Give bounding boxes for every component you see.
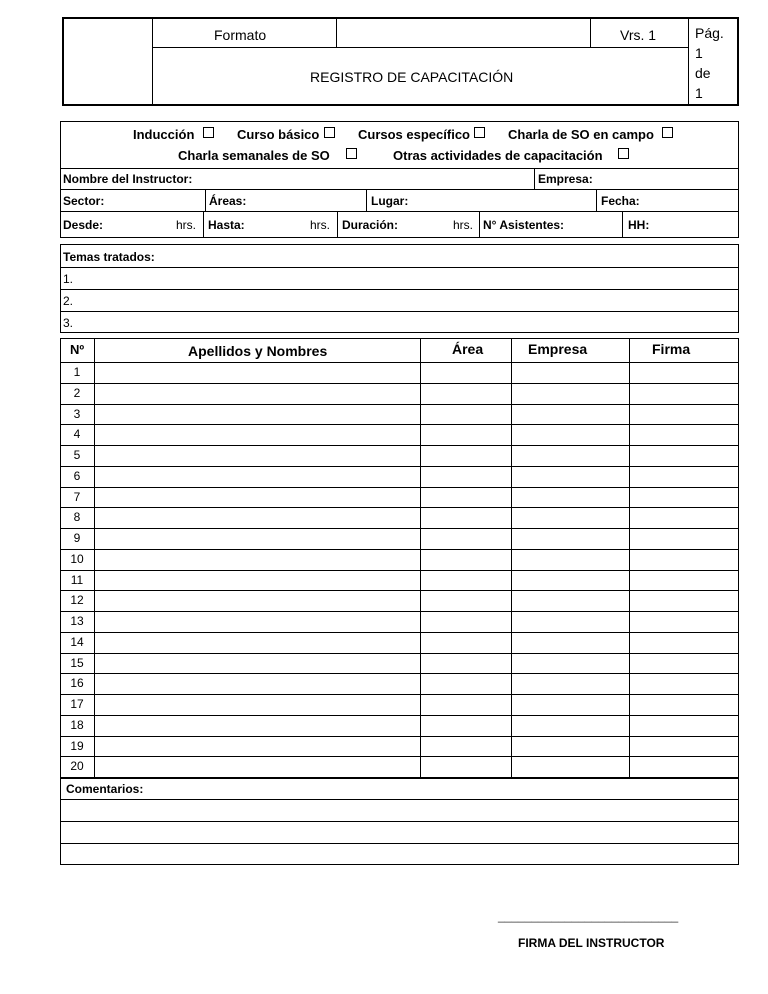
- version-label: Vrs. 1: [620, 27, 657, 43]
- row-number: 7: [73, 489, 81, 504]
- duration-label: Duración:: [342, 218, 399, 232]
- row-number: 14: [70, 634, 84, 649]
- row-number: 11: [70, 572, 84, 587]
- instructor-label: Nombre del Instructor:: [63, 172, 193, 186]
- row-number: 16: [70, 676, 84, 691]
- checkbox-induccion[interactable]: [203, 127, 214, 138]
- to-label: Hasta:: [208, 218, 245, 232]
- row-number: 15: [70, 655, 84, 670]
- table-row[interactable]: [94, 507, 737, 527]
- duration-hrs-label: hrs.: [453, 218, 474, 232]
- row-number: 10: [70, 551, 84, 566]
- from-label: Desde:: [63, 218, 104, 232]
- format-label: Formato: [214, 27, 267, 43]
- row-number: 12: [70, 593, 84, 608]
- table-row[interactable]: [94, 383, 737, 403]
- row-number: 4: [73, 427, 81, 442]
- checkbox-charla-semanal[interactable]: [346, 148, 357, 159]
- table-row[interactable]: [94, 424, 737, 444]
- table-row[interactable]: [94, 466, 737, 486]
- topic-item-1[interactable]: 1.: [63, 272, 74, 286]
- row-number: 3: [73, 406, 81, 421]
- row-number: 1: [73, 365, 81, 379]
- table-row[interactable]: [94, 694, 737, 714]
- row-number: 19: [70, 738, 84, 753]
- table-row[interactable]: [94, 736, 737, 756]
- place-label: Lugar:: [371, 194, 409, 208]
- instructor-field[interactable]: [205, 170, 531, 188]
- training-type-charla-semanal: Charla semanales de SO: [178, 148, 330, 163]
- col-header-company: Empresa: [528, 341, 588, 357]
- company-field[interactable]: [600, 170, 736, 188]
- row-number: 2: [73, 385, 81, 400]
- checkbox-curso-basico[interactable]: [324, 127, 335, 138]
- topic-item-2[interactable]: 2.: [63, 294, 74, 308]
- table-row[interactable]: [94, 549, 737, 569]
- company-label: Empresa:: [538, 172, 593, 186]
- comments-field[interactable]: [62, 800, 737, 863]
- page-total: 1: [695, 85, 703, 101]
- table-row[interactable]: [94, 570, 737, 590]
- hh-label: HH:: [628, 218, 650, 232]
- topics-label: Temas tratados:: [63, 250, 155, 264]
- training-type-charla-campo: Charla de SO en campo: [508, 127, 654, 142]
- document-header: [62, 17, 739, 106]
- training-type-cursos-especifico: Cursos específico: [358, 127, 470, 142]
- date-label: Fecha:: [601, 194, 640, 208]
- to-hrs-label: hrs.: [310, 218, 331, 232]
- col-header-area: Área: [452, 341, 484, 357]
- page-number: 1: [695, 45, 703, 61]
- table-row[interactable]: [94, 632, 737, 652]
- table-row[interactable]: [94, 528, 737, 548]
- col-header-name: Apellidos y Nombres: [188, 343, 328, 359]
- col-header-number: Nº: [70, 342, 85, 357]
- table-row[interactable]: [94, 611, 737, 631]
- sector-label: Sector:: [63, 194, 105, 208]
- training-type-otras: Otras actividades de capacitación: [393, 148, 603, 163]
- row-number: 5: [73, 448, 81, 462]
- checkbox-charla-campo[interactable]: [662, 127, 673, 138]
- table-row[interactable]: [94, 673, 737, 693]
- table-row[interactable]: [94, 756, 737, 776]
- row-number: 13: [70, 614, 84, 628]
- signature-line[interactable]: ___________________________: [498, 909, 679, 923]
- row-number: 17: [70, 697, 84, 711]
- training-type-curso-basico: Curso básico: [237, 127, 320, 142]
- row-number: 8: [73, 510, 81, 525]
- row-number: 9: [73, 531, 81, 545]
- table-row[interactable]: [94, 445, 737, 465]
- col-header-signature: Firma: [652, 341, 691, 357]
- topic-item-3[interactable]: 3.: [63, 316, 74, 330]
- document-title: REGISTRO DE CAPACITACIÓN: [310, 69, 514, 85]
- table-row[interactable]: [94, 715, 737, 735]
- table-row[interactable]: [94, 590, 737, 610]
- areas-label: Áreas:: [209, 194, 247, 208]
- attendees-label: N° Asistentes:: [483, 218, 565, 232]
- training-type-induccion: Inducción: [133, 127, 195, 142]
- checkbox-otras[interactable]: [618, 148, 629, 159]
- page-label: Pág.: [695, 25, 724, 41]
- checkbox-cursos-especifico[interactable]: [474, 127, 485, 138]
- table-row[interactable]: [94, 487, 737, 507]
- table-row[interactable]: [94, 653, 737, 673]
- comments-label: Comentarios:: [66, 782, 144, 796]
- page-of-label: de: [695, 65, 711, 81]
- table-row[interactable]: [94, 362, 737, 382]
- table-row[interactable]: [94, 404, 737, 424]
- row-number: 18: [70, 717, 84, 732]
- row-number: 20: [70, 759, 84, 774]
- from-hrs-label: hrs.: [176, 218, 197, 232]
- row-number: 6: [73, 468, 81, 483]
- signature-label: FIRMA DEL INSTRUCTOR: [518, 936, 665, 950]
